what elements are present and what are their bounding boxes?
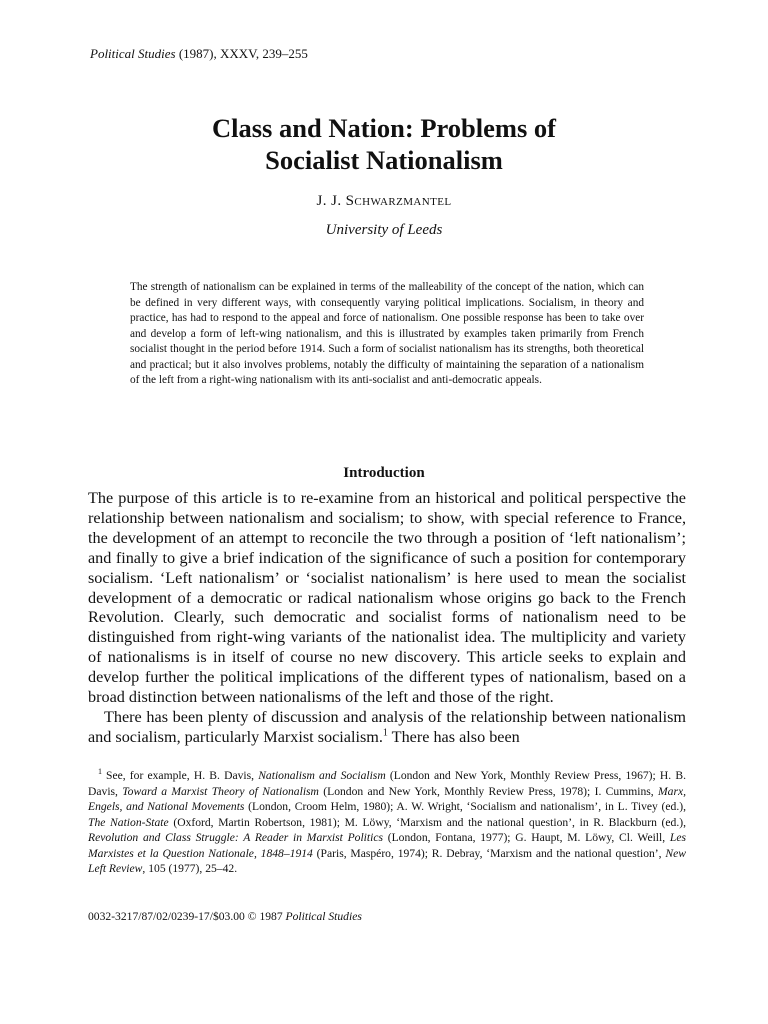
author-surname: Schwarzmantel: [345, 193, 452, 209]
copyright-journal: Political Studies: [285, 910, 362, 923]
footnote-italic-title: The Nation-State: [88, 815, 169, 829]
introduction-body: [88, 489, 686, 748]
footnote-text-segment: (London and New York, Monthly Review Press, 1967); H. B. Davis,: [88, 769, 686, 798]
article-title-line-2: Socialist Nationalism: [265, 145, 503, 175]
footnote-text: [88, 769, 686, 875]
footnote-text-segment: See, for example, H. B. Davis,: [106, 769, 259, 782]
journal-name: Political Studies: [90, 46, 176, 61]
footnote-text-segment: (London, Fontana, 1977); G. Haupt, M. Löwy, Cl. Weill,: [383, 831, 670, 844]
author-initials: J. J.: [316, 193, 346, 209]
author-name: [0, 193, 768, 210]
journal-details: (1987), XXXV, 239–255: [175, 46, 308, 61]
article-title-line-1: Class and Nation: Problems of: [211, 113, 557, 143]
paragraph-2: [88, 708, 686, 748]
footnote-text-segment: , 105 (1977), 25–42.: [142, 862, 238, 875]
footnote-italic-title: Marx, Engels, and National Movements: [88, 784, 687, 813]
footnote-italic-title: Les Marxistes et la Question Nationale, 1848–1914: [88, 831, 686, 860]
footnote-reference[interactable]: 1: [382, 727, 388, 739]
footnote-text-segment: (London, Croom Helm, 1980); A. W. Wright, ‘Socialism and nationalism’, in L. Tivey (ed.),: [244, 800, 687, 813]
footnote-italic-title: Revolution and Class Struggle: A Reader in Marxist Politics: [88, 831, 383, 844]
copyright-code: 0032-3217/87/02/0239-17/$03.00 © 1987: [88, 910, 286, 923]
paragraph-2-continuation: There has also been: [387, 727, 520, 746]
section-heading-introduction: Introduction: [343, 465, 425, 481]
author-affiliation: University of Leeds: [325, 222, 443, 238]
journal-citation: [90, 46, 308, 62]
footnote-italic-title: New Left Review: [88, 846, 687, 875]
abstract: The strength of nationalism can be explained in terms of the malleability of the concept of the nation, which can be defined in very different ways, with consequently varying political implications. Socialism, in theory and practice, has had to respond to the appeal and force of nationalism. One possible response has been to take over and develop a form of left-wing nationalism, and this is illustrated by examples taken primarily from French socialist thought in the period before 1914. Such a form of socialist nationalism has its strengths, both theoretical and practical; but it also involves problems, notably the difficulty of maintaining the separation of a nationalism of the left from a right-wing nationalism with its anti-socialist and anti-democratic appeals.: [130, 281, 644, 386]
footnote-text-segment: (London and New York, Monthly Review Press, 1978); I. Cummins,: [318, 784, 658, 798]
footnote-italic-title: Toward a Marxist Theory of Nationalism: [122, 784, 319, 798]
footnote-marker: 1: [98, 767, 102, 777]
paragraph-2-text: There has been plenty of discussion and analysis of the relationship between nationalism and socialism, particularly Marxist socialism.: [88, 707, 686, 746]
copyright-footer: [88, 910, 362, 923]
footnote-italic-title: Nationalism and Socialism: [258, 769, 386, 782]
paragraph-1: The purpose of this article is to re-examine from an historical and political perspective the relationship between nationalism and socialism; to show, with special reference to France, the development of an attempt to reconcile the two through a position of ‘left nationalism’; and finally to give a brief indication of the significance of such a position for contemporary socialism. ‘Left nationalism’ or ‘socialist nationalism’ is here used to mean the socialist development of a democratic or radical nationalism whose origins go back to the French Revolution. Clearly, such democratic and socialist forms of nationalism need to be distinguished from right-wing variants of the nationalist idea. The multiplicity and variety of nationalisms is in itself of course no new discovery. This article seeks to explain and develop further the political implications of the different types of nationalism, based on a broad distinction between nationalisms of the left and those of the right.: [88, 489, 686, 707]
footnote-text-segment: (Paris, Maspéro, 1974); R. Debray, ‘Marxism and the national question’,: [312, 846, 666, 860]
footnote-text-segment: (Oxford, Martin Robertson, 1981); M. Löwy, ‘Marxism and the national question’, in R. Blackburn (ed.),: [168, 815, 686, 829]
footnote-1: [88, 768, 686, 877]
